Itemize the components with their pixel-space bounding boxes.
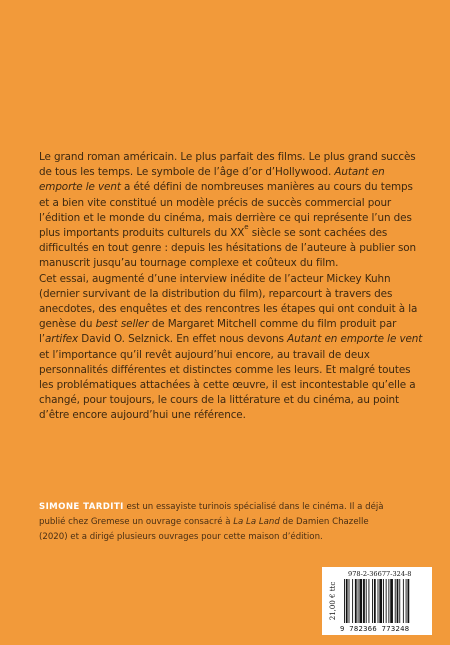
barcode-label [322, 567, 432, 635]
barcode-bar [388, 579, 389, 623]
barcode-bar [406, 579, 407, 623]
author-bio [39, 500, 399, 545]
blurb-text: David O. Selznick. En effet nous devons [78, 333, 288, 346]
blurb-text: Cet essai, augmenté d’une interview inédite de l’acteur Mickey Kuhn (dernier survivant de la distribution du film), reparcourt à travers des anecdotes, des enquêtes et des rencontres les étapes qui ont conduit à la genèse du [39, 272, 418, 331]
barcode-bar [366, 579, 367, 623]
isbn-number: 978-2-36677-324-8 [348, 570, 412, 578]
bio-text: est un essayiste turinois spécialisé dans le cinéma. Il a déjà publié chez Gremese un ouvrage consacré à [39, 502, 384, 527]
price-tag [326, 567, 340, 635]
barcode-bar [368, 579, 369, 623]
barcode-bar [403, 579, 404, 623]
barcode-bar [374, 579, 376, 623]
blurb-text: et l’importance qu’il revêt aujourd’hui encore, au travail de deux personnalités différentes et distinctes comme les leurs. Et malgré toutes les problématiques attachées à cette œuvre, il est incontestable qu’elle a changé, pour toujours, le cours de la littérature et du cinéma, au point d’être encore aujourd’hui une référence. [39, 348, 416, 422]
blurb-text: siècle se sont cachées des difficultés en tout genre : depuis les hésitations de l’auteure à publier son manuscrit jusqu’au tournage complexe et coûteux du film. [39, 227, 417, 270]
barcode-bar [352, 579, 353, 623]
blurb-text: a été défini de nombreuses manières au cours du temps et a bien vite constitué un modèle précis de succès commercial pour l’édition et le monde du cinéma, mais derrière ce qui représente l’un des plus importants produits culturels du XX [39, 181, 413, 240]
artifex-term: artifex [45, 333, 79, 346]
barcode-bar [407, 579, 409, 623]
barcode-bar [359, 579, 362, 623]
bio-text: de Damien Chazelle (2020) et a dirigé plusieurs ouvrages pour cette maison d’édition. [39, 517, 369, 542]
century-superscript: e [244, 223, 249, 232]
blurb-paragraph-2 [39, 272, 425, 424]
barcode-bar [386, 579, 387, 623]
barcode-bar [349, 579, 350, 623]
barcode-bar [383, 579, 384, 623]
barcode-bar [355, 579, 357, 623]
barcode-bar [372, 579, 373, 623]
blurb-paragraph-1 [39, 150, 425, 272]
price-text: 21,00 € ttc [329, 581, 337, 621]
barcode-bar [395, 579, 396, 623]
back-cover-blurb [39, 150, 425, 424]
barcode-bar [358, 579, 359, 623]
barcode-bar [344, 579, 345, 623]
book-title: Autant en emporte le vent [287, 333, 423, 346]
author-name: SIMONE TARDITI [39, 502, 124, 512]
barcode-bar [379, 579, 382, 623]
barcode-bar [399, 579, 400, 623]
blurb-text: Le grand roman américain. Le plus parfait des films. Le plus grand succès de tous les temps. Le symbole de l’âge d’or d’Hollywood. [39, 151, 416, 179]
barcode-bar [346, 579, 348, 623]
barcode-bar [363, 579, 365, 623]
barcode-graphic [344, 579, 430, 623]
best-seller-term: best seller [95, 318, 149, 331]
barcode-bar [390, 579, 393, 623]
book-title: Autant en emporte le vent [39, 166, 385, 194]
film-title: La La Land [233, 517, 280, 527]
ean-digits: 9 782366 773248 [340, 624, 410, 633]
barcode-bar [378, 579, 379, 623]
blurb-text: de Margaret Mitchell comme du film produit par l’ [39, 318, 397, 346]
barcode-bar [397, 579, 399, 623]
